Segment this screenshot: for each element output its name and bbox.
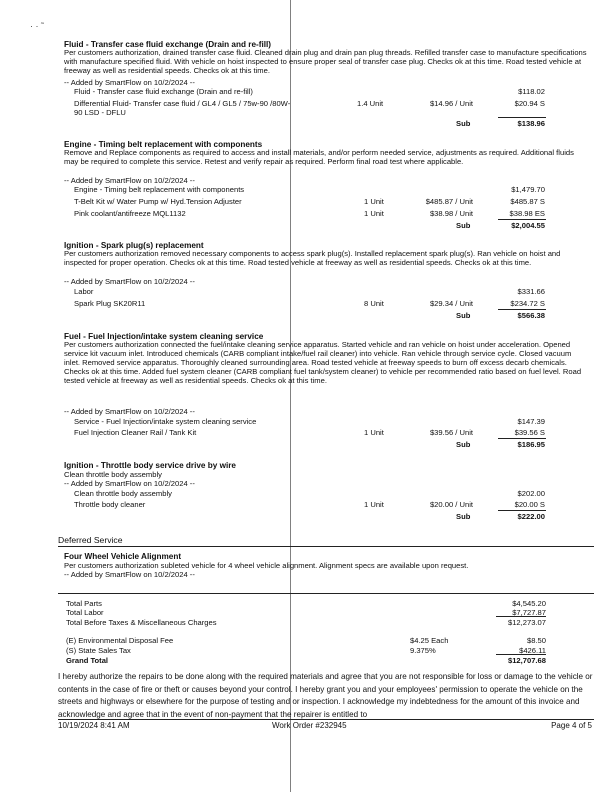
line-desc: T-Belt Kit w/ Water Pump w/ Hyd.Tension Adjuster: [74, 197, 242, 206]
sub-total: $222.00: [517, 512, 545, 521]
line-qty: 1 Unit: [364, 500, 384, 509]
section-title-fuel: Fuel - Fuel Injection/intake system cleaning service: [64, 332, 264, 341]
line-price: $20.00 / Unit: [429, 500, 473, 509]
sum-rule: [496, 616, 546, 617]
line-desc: Service - Fuel Injection/intake system cleaning service: [74, 417, 257, 426]
sub-label: Sub: [456, 512, 471, 521]
env-fee-label: (E) Environmental Disposal Fee: [66, 636, 174, 645]
line-total: $485.87 S: [510, 197, 545, 206]
added-note: -- Added by SmartFlow on 10/2/2024 --: [64, 176, 195, 185]
env-fee-rate: $4.25 Each: [410, 636, 449, 645]
added-note: -- Added by SmartFlow on 10/2/2024 --: [64, 277, 195, 286]
env-fee: $8.50: [526, 636, 546, 645]
line-qty: 1 Unit: [364, 209, 384, 218]
line-price: $14.96 / Unit: [429, 99, 473, 108]
section-desc-engine: Remove and Replace components as required to access and install materials, and/or perform needed service, adjustments as required. Additional fluids may be required to complete this service. Retest and verify repair as required. Perform final road test where applicable.: [64, 148, 574, 166]
line-desc: Clean throttle body assembly: [74, 489, 172, 498]
deferred-title: Four Wheel Vehicle Alignment: [64, 552, 182, 561]
sub-total: $186.95: [517, 440, 545, 449]
line-total: $118.02: [518, 87, 545, 96]
section-title-throttle: Ignition - Throttle body service drive by wire: [64, 461, 236, 470]
line-qty: 1 Unit: [364, 428, 384, 437]
sum-rule: [496, 654, 546, 655]
total-labor: $7,727.87: [512, 608, 546, 617]
footer-rule: [58, 719, 594, 720]
line-desc: Differential Fluid- Transfer case fluid / GL4 / GL5 / 75w-90 /80W-90 LSD - DFLU: [74, 99, 291, 117]
sub-rule: [498, 219, 546, 220]
added-note: -- Added by SmartFlow on 10/2/2024 --: [64, 78, 195, 87]
sub-label: Sub: [456, 311, 471, 320]
sub-total: $2,004.55: [511, 221, 545, 230]
footer-page: Page 4 of 5: [551, 721, 592, 730]
totals-top-rule: [58, 593, 594, 594]
section-title-ignition: Ignition - Spark plug(s) replacement: [64, 241, 204, 250]
line-desc: Spark Plug SK20R11: [74, 299, 146, 308]
section-title-engine: Engine - Timing belt replacement with components: [64, 140, 263, 149]
line-total: $147.39: [517, 417, 545, 426]
sub-label: Sub: [456, 221, 471, 230]
line-total: $38.98 ES: [509, 209, 545, 218]
section-desc-fluid: Per customers authorization, drained transfer case fluid. Cleaned drain plug and drain pan plug threads. Refilled transfer case to manufacture specifications with manufacture specified fluid. With vehicle on hoist inspected to ensure proper seal of transfer case plug. Checks ok at this time. Road tested vehicle at freeway as well as residential speeds. Checks ok at this time.: [64, 48, 587, 75]
line-price: $485.87 / Unit: [425, 197, 473, 206]
line-price: $29.34 / Unit: [429, 299, 473, 308]
footer-work-order: Work Order #232945: [272, 721, 347, 730]
line-desc: Engine - Timing belt replacement with components: [74, 185, 245, 194]
line-desc: Fuel Injection Cleaner Rail / Tank Kit: [74, 428, 197, 437]
line-desc: Labor: [74, 287, 94, 296]
line-desc: Pink coolant/antifreeze MQL1132: [74, 209, 186, 218]
line-price: $39.56 / Unit: [429, 428, 473, 437]
sub-rule: [498, 438, 546, 439]
section-title-fluid: Fluid - Transfer case fluid exchange (Drain and re-fill): [64, 40, 272, 49]
sub-rule: [498, 309, 546, 310]
line-desc: Throttle body cleaner: [74, 500, 146, 509]
added-note: -- Added by SmartFlow on 10/2/2024 --: [64, 570, 195, 579]
line-total: $1,479.70: [511, 185, 545, 194]
deferred-rule: [58, 546, 594, 547]
total-parts-label: Total Parts: [66, 599, 102, 608]
line-total: $39.56 S: [514, 428, 545, 437]
sub-rule: [498, 117, 546, 118]
section-desc-fuel: Per customers authorization connected the fuel/intake cleaning service apparatus. Started vehicle and ran vehicle on hoist under acceleration. Opened service kit vacuum inlet. Introduced chemicals (CARB compliant intake/fuel rail cleaner) into vehicle. Ran vehicle through service cycle. Closed vacuum inlet. Removed service apparatus. Thoroughly cleaned surrounding area. Road tested vehicle at freeway speeds to burn off excess decarb chemicals. Checks ok at this time. Added fuel system cleaner (CARB compliant fuel tank/system cleaner) to vehicle per recommended ratio based on fuel level. Road tested vehicle at freeway as well as residential speeds. Checks ok at this time.: [64, 340, 582, 385]
line-qty: 1 Unit: [364, 197, 384, 206]
total-before-label: Total Before Taxes & Miscellaneous Charges: [66, 618, 217, 627]
total-parts: $4,545.20: [512, 599, 546, 608]
scan-speck: · · ˜: [30, 21, 44, 31]
section-desc-ignition: Per customers authorization removed necessary components to access spark plug(s). Installed replacement spark plug(s). Ran vehicle on hoist and inspected for proper operation. Checks ok at this time. Road tested vehicle at freeway as well as residential speeds. Checks ok at this time.: [64, 249, 561, 267]
added-note: -- Added by SmartFlow on 10/2/2024 --: [64, 479, 195, 488]
grand-total-label: Grand Total: [66, 656, 109, 665]
deferred-heading: Deferred Service: [58, 535, 123, 545]
sales-tax-rate: 9.375%: [410, 646, 436, 655]
sales-tax-label: (S) State Sales Tax: [66, 646, 131, 655]
line-price: $38.98 / Unit: [429, 209, 473, 218]
line-total: $20.94 S: [514, 99, 545, 108]
section-desc-throttle: Clean throttle body assembly: [64, 470, 162, 479]
sub-total: $138.96: [517, 119, 545, 128]
sub-label: Sub: [456, 440, 471, 449]
line-total: $20.00 S: [514, 500, 545, 509]
grand-total: $12,707.68: [507, 656, 546, 665]
total-before: $12,273.07: [507, 618, 546, 627]
deferred-desc: Per customers authorization subleted vehicle for 4 wheel vehicle alignment. Alignment specs are available upon request.: [64, 561, 469, 570]
added-note: -- Added by SmartFlow on 10/2/2024 --: [64, 407, 195, 416]
sub-total: $566.38: [517, 311, 545, 320]
line-qty: 8 Unit: [364, 299, 384, 308]
sub-rule: [498, 510, 546, 511]
sales-tax: $426.11: [519, 646, 546, 655]
line-total: $331.66: [517, 287, 545, 296]
line-qty: 1.4 Unit: [357, 99, 384, 108]
authorization-text: I hereby authorize the repairs to be done along with the required materials and agree that you are not responsible for loss or damage to the vehicle or contents in the case of fire or theft or causes beyond your control. I hereby grant you and your employees' permission to operate the vehicle on the streets and highways or elsewhere for the purpose of testing and or inspection. I acknowledge my indebtedness for the amount of this invoice and acknowledge and agree that in the event of non-payment that the repairer is entitled to: [58, 672, 593, 719]
total-labor-label: Total Labor: [66, 608, 104, 617]
line-desc: Fluid - Transfer case fluid exchange (Drain and re-fill): [74, 87, 253, 96]
line-total: $234.72 S: [510, 299, 545, 308]
sub-label: Sub: [456, 119, 471, 128]
footer-datetime: 10/19/2024 8:41 AM: [58, 721, 130, 730]
line-total: $202.00: [517, 489, 545, 498]
